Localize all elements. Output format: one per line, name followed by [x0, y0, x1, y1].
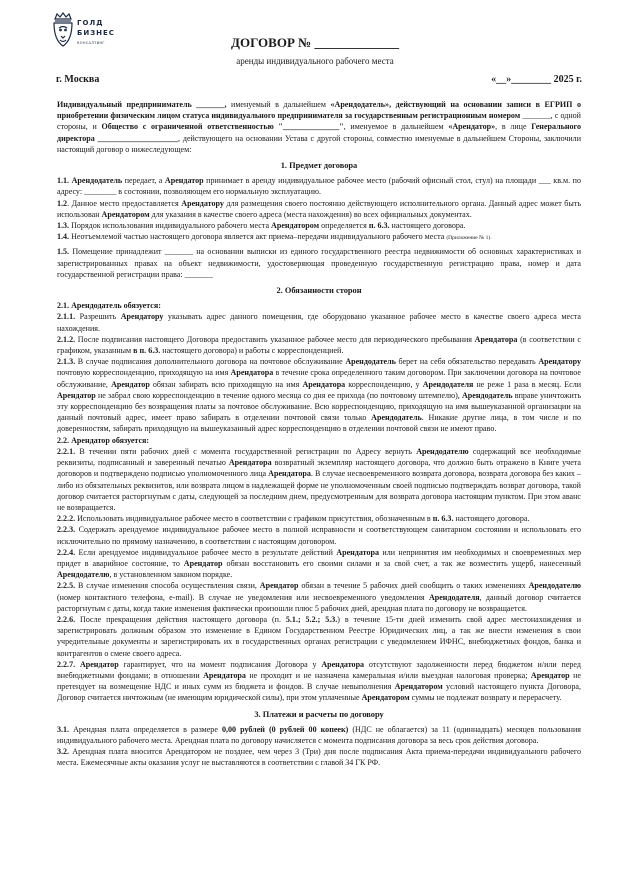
bold-text: Арендатор: [57, 390, 96, 400]
text-run: определяется: [319, 221, 369, 231]
text-run: Если арендуемое индивидуальное рабочее место в результате действий: [75, 547, 337, 557]
bold-text: Арендатора: [474, 334, 518, 344]
bold-text: Арендатора: [336, 547, 380, 557]
bold-text: 2.1.2.: [57, 334, 76, 344]
logo-text-business: БИЗНЕС: [77, 29, 115, 37]
bold-text: Арендатор: [111, 379, 150, 389]
text-run: (в соответствии с графиком, указанным: [57, 334, 581, 356]
text-run: Использовать индивидуальное рабочее место в соответствии с графиком присутствия, обозначенным в: [75, 514, 433, 524]
clause-3-2: [57, 746, 581, 768]
text-run: После подписания настоящего Договора предоставить указанное рабочее место для периодического пребывания: [75, 334, 475, 344]
clause-1-5: [57, 246, 581, 280]
bold-text: 1.3.: [57, 221, 70, 231]
bold-text: Арендатора: [203, 670, 246, 680]
text-run: передает, а: [122, 176, 165, 186]
text-run: не забрал свою корреспонденцию в течение одного месяца со дня ее прихода (по почтовому штемпелю),: [95, 390, 462, 400]
logo-text-consulting: КОНСАЛТИНГ: [77, 41, 105, 45]
bold-text: Арендодателю: [416, 446, 469, 456]
text-run: для размещения своего постоянно действующего исполнительного органа. Данный адрес может быть использован: [57, 198, 581, 219]
bold-text: Арендатору: [120, 312, 164, 322]
bold-text: Арендодателю: [528, 581, 581, 591]
clause-1-2: [57, 198, 581, 220]
clause-2-2-4: [57, 547, 581, 581]
subsection-2-1: [57, 300, 581, 311]
text-run: почтовую корреспонденцию, приходящую на имя: [57, 368, 231, 378]
clause-3-1: [57, 724, 581, 746]
subsection-2-2: [57, 435, 581, 446]
text-run: не реже 1 раза в месяц. Если: [473, 379, 582, 389]
bold-text: Арендодатель: [71, 176, 123, 186]
text-run: В случае подписания дополнительного договора на почтовое обслуживание: [75, 357, 346, 367]
text-run: возвратный экземпляр настоящего договора, что должно быть отражено в Книге учета договоров и подтверждено подписью уполномоченного лица: [57, 458, 581, 479]
bold-text: «Арендатор»: [448, 122, 496, 132]
bold-text: Арендатор: [530, 670, 570, 680]
bold-text: Арендатор: [259, 581, 299, 591]
bold-text: 2.2. Арендатор обязуется:: [57, 435, 150, 445]
bold-text: Арендатора: [302, 379, 346, 389]
text-run: Разрешить: [75, 312, 121, 322]
text-run: (номер контактного телефона, e-mail). В случае не уведомления или несвоевременного уведомления: [57, 592, 429, 602]
text-run: , данный договор считается расторгнутым с даты, когда такие изменения фактически произошли плюс 5 рабочих дней, арендная плата по договору не возвращается.: [57, 592, 581, 613]
bold-text: Индивидуальный предприниматель _______,: [57, 100, 227, 109]
clause-2-2-3: [57, 524, 581, 546]
bold-text: 2.2.6.: [57, 614, 76, 624]
bold-text: 2.2.1.: [57, 446, 76, 456]
clause-1-4: [57, 231, 581, 244]
text-run: суммы не подлежат возврату и перерасчету.: [409, 693, 562, 703]
text-run: , в установленном законом порядке.: [109, 570, 233, 580]
bold-text: 1.4.: [57, 232, 70, 242]
text-run: указывать адрес данного помещения, где оборудовано указанное рабочее место в качестве своего адреса места нахождения.: [57, 312, 581, 333]
text-run: , именуемое в дальнейшем: [343, 122, 449, 132]
text-run: . Никакие другие лица, в том числе и по доверенностям, забирать приходящую на вышеуказанный адрес корреспонденцию в отделении почтовой связи не имеют право.: [57, 413, 581, 434]
text-run: _______, с одной стороны, и: [57, 111, 581, 132]
bold-text: 5.1.; 5.2.; 5.3.: [285, 614, 338, 624]
bold-text: 2.1. Арендодатель обязуется:: [57, 301, 161, 311]
text-run: . Данное место предоставляется: [67, 198, 182, 208]
intro-paragraph: [57, 99, 581, 155]
bold-text: Арендатора: [268, 469, 311, 479]
bold-text: в п. 6.3.: [133, 346, 161, 356]
section-heading-3: 3. Платежи и расчеты по договору: [254, 709, 384, 719]
contract-body: [57, 99, 581, 769]
bold-text: Арендодателю: [57, 570, 110, 580]
text-run: В течении пяти рабочих дней с момента государственной регистрации по Адресу вернуть: [75, 446, 417, 456]
document-title: ДОГОВОР № _____________: [231, 35, 399, 50]
text-run: (Приложение № 1).: [446, 235, 492, 242]
text-run: Арендная плата вносится Арендатором не позднее, чем через 3 (Три) дня после подписания Акта приема-передачи индивидуального рабочего места. Ежемесячные акты оказания услуг не выставляются в соответствии с главой 34 ГК РФ.: [57, 747, 581, 768]
bold-text: Арендатор: [164, 176, 204, 186]
bold-text: 2.1.1.: [57, 312, 76, 322]
bold-text: Общество с ограниченной ответственностью "______________": [101, 122, 344, 132]
bold-text: Арендатором: [101, 209, 150, 219]
clause-2-2-5: [57, 580, 581, 614]
clause-1-3: [57, 220, 581, 231]
bold-text: 2.1.3.: [57, 357, 76, 367]
clause-2-2-2: [57, 513, 581, 524]
text-run: берет на себя обязательство передавать: [395, 357, 539, 367]
bold-text: Арендатора: [228, 458, 272, 468]
bold-text: 1.1.: [57, 176, 70, 186]
text-run: условий настоящего пункта Договора, Договор считается ничтожным (не имеющим юридической силы), при этом уплаченные: [57, 682, 581, 703]
bold-text: 0,00 рублей (0 рублей 00 копеек): [221, 724, 349, 734]
text-run: не проходит и не назначена камеральная и/или выездная налоговая проверка;: [245, 670, 531, 680]
bold-text: п. 6.3.: [432, 514, 454, 524]
bold-text: Арендатором: [271, 221, 320, 231]
bold-text: Арендатором: [394, 682, 443, 692]
bold-text: 2.2.3.: [57, 525, 76, 535]
bold-text: Арендатор: [79, 659, 119, 669]
bold-text: Арендатором: [361, 693, 410, 703]
bold-text: 2.2.2.: [57, 514, 76, 524]
bold-text: Арендатору: [181, 198, 224, 208]
city: г. Москва: [56, 74, 100, 85]
text-run: , действующего на основании Устава с другой стороны, совместно именуемые в дальнейшем Стороны, заключили настоящий договор о нижеследующем:: [57, 133, 581, 154]
bold-text: Арендодателя: [422, 379, 474, 389]
bold-text: Генерального директора ____________________: [57, 122, 581, 143]
bold-text: Арендодатель: [345, 357, 396, 367]
text-run: После прекращения действия настоящего договора (п.: [75, 614, 286, 624]
bold-text: Арендатора: [321, 659, 365, 669]
clause-2-2-1: [57, 446, 581, 513]
clause-1-1: [57, 175, 581, 197]
text-run: обязан восстановить его своими силами и за свой счет, а так же возместить ущерб, нанесенный: [222, 558, 581, 568]
text-run: (НДС не облагается) за 11 (одиннадцать) месяцев пользования индивидуального рабочего места. Арендная плата по договору начисляется с момента подписания договора за весь срок действия договора.: [57, 724, 581, 745]
text-run: , в лице: [495, 122, 532, 132]
text-run: содержащий все необходимые реквизиты, подписанный и заверенный печатью: [57, 446, 581, 468]
text-run: Порядок использования индивидуального рабочего места: [69, 221, 272, 231]
clause-2-1-1: [57, 311, 581, 333]
section-heading-2: 2. Обязанности сторон: [276, 286, 362, 296]
text-run: Неотъемлемой частью настоящего договора является акт приема–передачи индивидуального рабочего места: [69, 232, 447, 242]
bold-text: 3.1.: [57, 724, 70, 734]
text-run: или непринятия им необходимых и своевременных мер придет в аварийное состояние, то: [57, 547, 581, 568]
text-run: именуемый в дальнейшем: [226, 100, 331, 109]
text-run: принимает в аренду индивидуальное рабочее место (рабочий офисный стол, стул) на площади ___ кв.м. по адресу: ________ в состоянии, позволяющем его нормальную эксплуатацию.: [57, 176, 581, 197]
text-run: Содержать арендуемое индивидуальное рабочее место в полной исправности и соответствующем санитарном состоянии и использовать его исключительно по прямому назначению, в соответствии с настоящим договором.: [57, 525, 581, 546]
text-run: Помещение принадлежит _______ на основании выписки из единого государственного реестра недвижимости об основных характеристиках и зарегистрированных правах на объект недвижимости, удостоверяющая проведенную государственную регистрацию права, номер и дата государственной регистрации права: _______: [57, 247, 581, 279]
clause-2-1-2: [57, 334, 581, 356]
text-run: вправе уничтожить эту корреспонденцию без возвращения платы за почтовое обслуживание. Всю корреспонденцию, приходящую на имя вышеуказанной организации на данный почтовый адрес, имеет право забирать в отделении почтовой связи только: [57, 390, 581, 423]
bold-text: 1.2: [57, 198, 68, 208]
bold-text: 2.2.4.: [57, 547, 76, 557]
bold-text: Арендодатель: [462, 390, 513, 400]
text-run: В случае изменения способа осуществления связи,: [75, 581, 260, 591]
text-run: не претендует на возмещение НДС и иных сумм из бюджета и фондов. В случае невыполнения: [57, 670, 582, 692]
logo-text-gold: ГОЛД: [77, 19, 104, 27]
text-run: обязан забирать всю приходящую на имя: [149, 379, 303, 389]
bold-text: действующий на основании записи в ЕГРИП о приобретении физическим лицом статуса индивидуального предпринимателя за государственным регистрационным номером: [57, 100, 581, 121]
bold-text: Арендатор: [183, 558, 223, 568]
text-run: . В случае несвоевременного возврата договора, возврата договора без каких – либо из обязательных реквизитов, или возврата лицом в надлежащей форме не уполномоченным своей подписью подтверждать возврат договора, такой договор считается расторгнутым с даты, следующей за последним днем, предусмотренным для возврата договора настоящим пунктом. При этом аванс не возвращается.: [57, 469, 581, 512]
text-run: гарантирует, что на момент подписания Договора у: [118, 659, 322, 669]
bold-text: Арендатора: [230, 368, 274, 378]
text-run: для указания в качестве своего адреса (места нахождения) во всех официальных документах.: [149, 209, 472, 219]
contract-date: «__»________ 2025 г.: [491, 74, 582, 85]
bold-text: «Арендодатель»,: [330, 100, 392, 109]
document-subtitle: аренды индивидуального рабочего места: [236, 56, 394, 66]
bold-text: п. 6.3.: [368, 221, 390, 231]
bold-text: 2.2.5.: [57, 581, 76, 591]
text-run: ) в течение 15-ти дней изменить свой адрес местонахождения и зарегистрировать должным образом это изменение в Едином Государственном Реестре Юридических лиц, а так же внести изменения в свои учредительные документы и зарегистрировать их в государственных органах регистрации с уведомлением ИФНС, внебюджетных фондов, банка и контрагентов о смене своего адреса.: [57, 614, 582, 658]
text-run: отсутствуют задолженности перед бюджетом и/или перед внебюджетными фондами; в отношении: [57, 659, 581, 680]
bold-text: Арендатору: [538, 357, 581, 367]
text-run: обязан в течение 5 рабочих дней сообщить о таких изменениях: [298, 581, 529, 591]
bold-text: 3.2.: [57, 747, 70, 757]
bold-text: 1.5.: [57, 247, 70, 257]
section-heading-1: 1. Предмет договора: [280, 161, 358, 171]
bold-text: 2.2.7.: [57, 659, 76, 669]
clause-2-2-6: [57, 614, 581, 659]
bold-text: Арендодателя: [428, 592, 480, 602]
text-run: Арендная плата определяется в размере: [69, 724, 222, 734]
text-run: настоящего договора.: [453, 514, 530, 524]
text-run: корреспонденцию, у: [345, 379, 423, 389]
text-run: настоящего договора) и работы с корреспонденцией.: [160, 346, 344, 356]
text-run: в течение срока определенного таким договором. При заключении договора на почтовое обслуживание,: [57, 368, 581, 389]
text-run: настоящего договора.: [389, 221, 466, 231]
bold-text: Арендодатель: [371, 413, 422, 423]
clause-2-1-3: [57, 356, 581, 434]
clause-2-2-7: [57, 659, 581, 704]
